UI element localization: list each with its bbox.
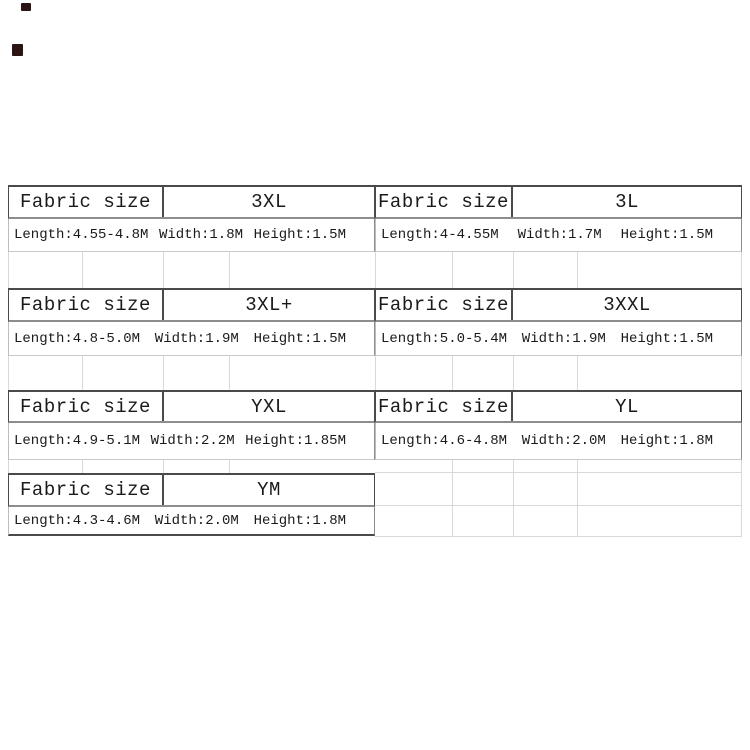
gridline bbox=[375, 252, 376, 288]
height-value: Height:1.5M bbox=[253, 330, 346, 347]
gridline bbox=[163, 460, 164, 473]
fabric-size-label: Fabric size bbox=[376, 187, 513, 217]
length-value: Length:4.8-5.0M bbox=[14, 330, 141, 347]
size-name: YXL bbox=[251, 395, 287, 418]
gridline bbox=[229, 356, 230, 390]
size-block-header bbox=[8, 288, 375, 322]
size-name: 3XL+ bbox=[245, 294, 293, 316]
size-block-3l bbox=[375, 185, 742, 252]
fabric-size-label: Fabric size bbox=[9, 290, 164, 320]
size-name: 3XXL bbox=[603, 294, 651, 316]
size-block-header bbox=[375, 390, 742, 423]
size-block-measurements bbox=[375, 423, 742, 460]
width-value: Width:2.2M bbox=[150, 433, 235, 449]
gridline bbox=[8, 356, 9, 390]
gridline bbox=[82, 356, 83, 390]
gridline bbox=[8, 460, 9, 473]
gridline bbox=[82, 460, 83, 473]
length-value: Length:4.55-4.8M bbox=[14, 227, 149, 243]
size-name: YL bbox=[615, 395, 639, 418]
size-block-header bbox=[8, 185, 375, 219]
length-value: Length:5.0-5.4M bbox=[381, 330, 508, 347]
gridline bbox=[452, 252, 453, 288]
size-name: YM bbox=[257, 479, 281, 501]
gridline bbox=[163, 356, 164, 390]
height-value: Height:1.8M bbox=[620, 433, 713, 449]
size-name: 3L bbox=[615, 191, 639, 213]
size-block-yxl bbox=[8, 390, 375, 460]
size-block-3xxl bbox=[375, 288, 742, 356]
size-block-3xl-plus bbox=[8, 288, 375, 356]
gridline bbox=[8, 252, 9, 288]
size-block-header bbox=[375, 185, 742, 219]
size-block-measurements bbox=[8, 219, 375, 252]
size-block-measurements bbox=[375, 219, 742, 252]
gridline bbox=[375, 356, 376, 390]
gridline bbox=[741, 252, 742, 288]
gridline bbox=[577, 356, 578, 390]
width-value: Width:2.0M bbox=[521, 433, 606, 449]
artifact-mark-1 bbox=[21, 3, 31, 11]
height-value: Height:1.85M bbox=[245, 433, 346, 449]
size-block-measurements bbox=[8, 423, 375, 460]
gridline bbox=[163, 252, 164, 288]
size-block-header bbox=[375, 288, 742, 322]
gridline bbox=[375, 505, 742, 506]
size-block-measurements bbox=[8, 322, 375, 356]
length-value: Length:4.9-5.1M bbox=[14, 433, 141, 449]
width-value: Width:1.9M bbox=[154, 330, 239, 347]
height-value: Height:1.5M bbox=[620, 330, 713, 347]
gridline bbox=[452, 356, 453, 390]
gridline bbox=[82, 252, 83, 288]
height-value: Height:1.5M bbox=[253, 227, 346, 243]
gridline bbox=[375, 472, 742, 473]
size-block-measurements bbox=[8, 507, 375, 536]
size-block-3xl bbox=[8, 185, 375, 252]
artifact-mark-2 bbox=[12, 44, 23, 56]
size-block-measurements bbox=[375, 322, 742, 356]
gridline bbox=[513, 356, 514, 390]
length-value: Length:4.6-4.8M bbox=[381, 433, 508, 449]
gridline bbox=[577, 252, 578, 288]
gridline bbox=[513, 252, 514, 288]
fabric-size-label: Fabric size bbox=[9, 392, 164, 421]
size-block-ym bbox=[8, 473, 375, 536]
fabric-size-label: Fabric size bbox=[376, 392, 513, 421]
width-value: Width:2.0M bbox=[154, 512, 239, 529]
length-value: Length:4.3-4.6M bbox=[14, 512, 141, 529]
size-block-header bbox=[8, 473, 375, 507]
gridline bbox=[229, 460, 230, 473]
width-value: Width:1.9M bbox=[521, 330, 606, 347]
width-value: Width:1.7M bbox=[517, 227, 602, 243]
fabric-size-label: Fabric size bbox=[9, 475, 164, 505]
size-block-yl bbox=[375, 390, 742, 460]
size-name: 3XL bbox=[251, 191, 287, 213]
fabric-size-label: Fabric size bbox=[9, 187, 164, 217]
gridline bbox=[375, 536, 742, 537]
gridline bbox=[741, 356, 742, 390]
width-value: Width:1.8M bbox=[158, 227, 243, 243]
gridline bbox=[229, 252, 230, 288]
size-block-header bbox=[8, 390, 375, 423]
fabric-size-label: Fabric size bbox=[376, 290, 513, 320]
height-value: Height:1.5M bbox=[620, 227, 713, 243]
height-value: Height:1.8M bbox=[253, 512, 346, 529]
length-value: Length:4-4.55M bbox=[381, 227, 499, 243]
